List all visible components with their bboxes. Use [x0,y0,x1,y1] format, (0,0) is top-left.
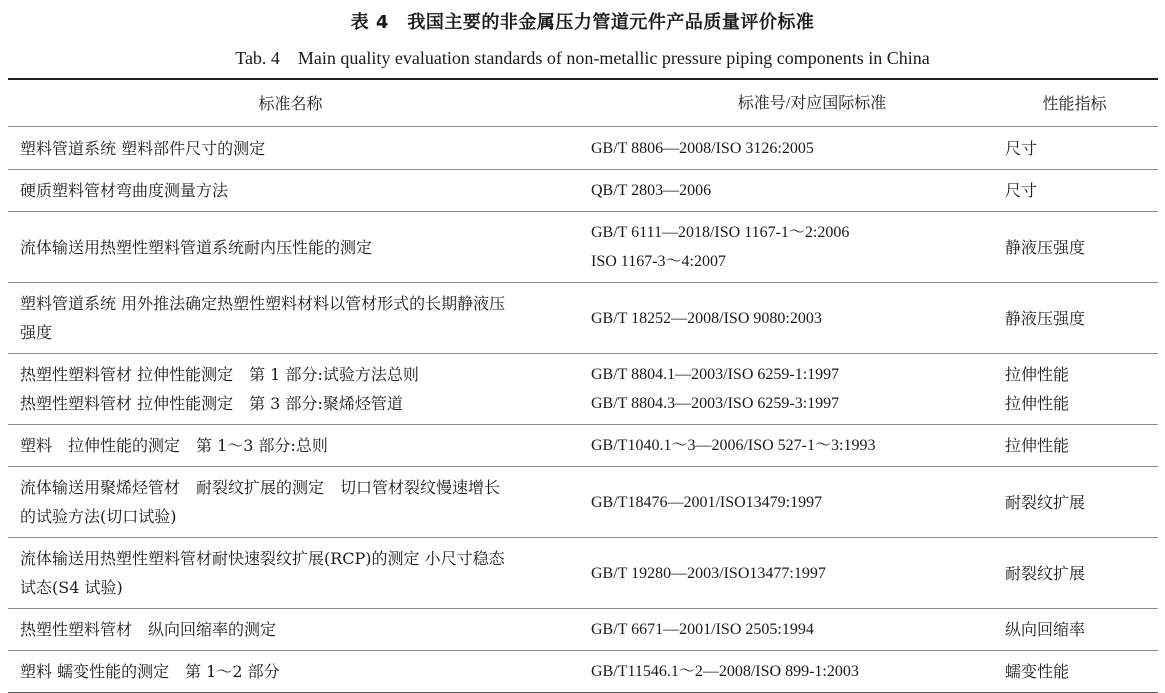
table-row [8,354,1158,425]
table-header-row [8,80,1158,127]
standard-number-cell [573,176,991,205]
table-row [8,467,1158,538]
performance-indicator-cell [991,657,1158,686]
standard-name-cell [8,233,573,262]
standard-number-cell-line: GB/T 19280—2003/ISO13477:1997 [591,564,826,582]
standard-number-cell [573,488,991,517]
performance-indicator-cell-line: 耐裂纹扩展 [1005,563,1086,583]
standard-name-cell [8,134,573,163]
table-row [8,538,1158,609]
standard-number-cell-line: GB/T 18252—2008/ISO 9080:2003 [591,309,822,327]
table-row [8,212,1158,283]
standard-name-cell-line: 硬质塑料管材弯曲度测量方法 [20,181,229,200]
standard-number-cell [573,657,991,686]
table-title-en: Tab. 4 Main quality evaluation standards of non-metallic pressure piping components in China [235,48,930,68]
performance-indicator-cell-line: 静液压强度 [1005,237,1086,257]
standard-number-cell [573,360,991,418]
standard-name-cell [8,657,573,686]
header-performance-indicator: 性能指标 [1042,93,1107,113]
standard-number-cell-line: GB/T1040.1～3—2006/ISO 527-1～3:1993 [591,437,876,454]
standard-name-cell-line: 塑料 蠕变性能的测定 第 1～2 部分 [20,662,280,681]
performance-indicator-cell-line: 拉伸性能 [1005,436,1070,455]
standard-name-cell-line: 热塑性塑料管材 纵向回缩率的测定 [20,620,277,639]
standard-name-cell-line: 的试验方法(切口试验) [20,507,177,526]
standard-name-cell-line: 流体输送用热塑性塑料管材耐快速裂纹扩展(RCP)的测定 小尺寸稳态 [20,549,505,568]
performance-indicator-cell [991,559,1158,588]
performance-indicator-cell [991,431,1158,460]
standard-name-cell-line: 塑料 拉伸性能的测定 第 1～3 部分:总则 [20,436,328,455]
performance-indicator-cell [991,615,1158,644]
standard-number-cell [573,431,991,460]
standard-name-cell-line: 强度 [20,323,53,342]
standard-number-cell-line: GB/T 6111—2018/ISO 1167-1～2:2006 [591,224,850,241]
standard-name-cell-line: 热塑性塑料管材 拉伸性能测定 第 3 部分:聚烯烃管道 [20,394,403,413]
standard-number-cell [573,134,991,163]
performance-indicator-cell-line: 耐裂纹扩展 [1005,492,1086,512]
standard-number-cell-line: QB/T 2803—2006 [591,182,712,199]
standard-number-cell-line: ISO 1167-3～4:2007 [591,253,726,270]
standard-name-cell-line: 试态(S4 试验) [20,578,123,597]
table-row [8,283,1158,354]
standards-table [8,78,1158,693]
performance-indicator-cell [991,176,1158,205]
standard-name-cell-line: 塑料管道系统 塑料部件尺寸的测定 [20,138,266,158]
standard-name-cell [8,176,573,205]
standard-number-cell [573,615,991,644]
standard-name-cell [8,473,573,531]
standard-name-cell [8,431,573,460]
performance-indicator-cell-line: 尺寸 [1005,181,1038,200]
performance-indicator-cell-line: 蠕变性能 [1005,662,1070,681]
performance-indicator-cell [991,304,1158,333]
standard-number-cell-line: GB/T 8804.3—2003/ISO 6259-3:1997 [591,395,840,412]
standard-name-cell [8,289,573,347]
standard-name-cell [8,615,573,644]
table-title-cn: 表 4 我国主要的非金属压力管道元件产品质量评价标准 [350,12,815,33]
performance-indicator-cell [991,134,1158,163]
performance-indicator-cell [991,360,1158,418]
table-row [8,425,1158,467]
standard-number-cell [573,218,991,276]
standard-number-cell-line: GB/T11546.1～2—2008/ISO 899-1:2003 [591,663,859,680]
standard-name-cell-line: 流体输送用聚烯烃管材 耐裂纹扩展的测定 切口管材裂纹慢速增长 [20,478,501,497]
standard-number-cell-line: GB/T 8804.1—2003/ISO 6259-1:1997 [591,366,840,383]
standard-name-cell-line: 塑料管道系统 用外推法确定热塑性塑料材料以管材形式的长期静液压 [20,294,506,313]
standard-name-cell-line: 热塑性塑料管材 拉伸性能测定 第 1 部分:试验方法总则 [20,365,419,384]
performance-indicator-cell-line: 尺寸 [1005,138,1038,158]
performance-indicator-cell-line: 拉伸性能 [1005,365,1070,384]
standard-number-cell-line: GB/T 6671—2001/ISO 2505:1994 [591,621,814,638]
standard-name-cell-line: 流体输送用热塑性塑料管道系统耐内压性能的测定 [20,237,373,257]
standard-name-cell [8,544,573,602]
performance-indicator-cell [991,233,1158,262]
standard-number-cell [573,559,991,588]
header-standard-name: 标准名称 [258,93,323,113]
table-row [8,127,1158,170]
table-row [8,609,1158,651]
standard-name-cell [8,360,573,418]
standard-number-cell [573,304,991,333]
performance-indicator-cell [991,488,1158,517]
standard-number-cell-line: GB/T18476—2001/ISO13479:1997 [591,493,823,511]
performance-indicator-cell-line: 拉伸性能 [1005,394,1070,413]
table-row [8,170,1158,212]
standard-number-cell-line: GB/T 8806—2008/ISO 3126:2005 [591,139,814,157]
performance-indicator-cell-line: 静液压强度 [1005,308,1086,328]
performance-indicator-cell-line: 纵向回缩率 [1005,620,1086,639]
header-standard-number: 标准号/对应国际标准 [737,94,887,112]
table-row [8,651,1158,692]
